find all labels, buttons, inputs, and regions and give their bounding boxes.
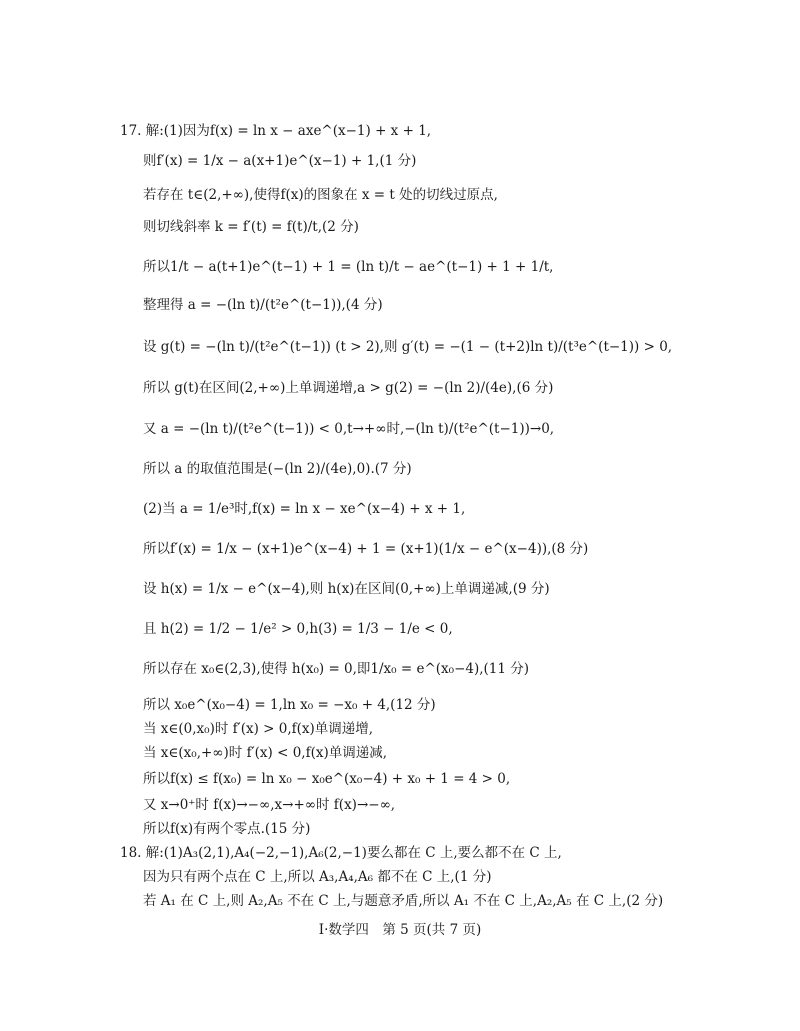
text-line: 所以1/t − a(t+1)e^(t−1) + 1 = (ln t)/t − ae^(t−1) + 1 + 1/t, (143, 259, 554, 275)
page-footer: Ⅰ·数学四 第 5 页(共 7 页) (318, 922, 482, 938)
text-line: 当 x∈(0,x₀)时 f′(x) > 0,f(x)单调递增, (143, 721, 374, 737)
text-line: 若 A₁ 在 C 上,则 A₂,A₅ 不在 C 上,与题意矛盾,所以 A₁ 不在 C 上,A₂,A₅ 在 C 上,(2 分) (143, 893, 664, 909)
text-line: 17. 解:(1)因为f(x) = ln x − axe^(x−1) + x + 1, (120, 123, 432, 139)
text-line: 18. 解:(1)A₃(2,1),A₄(−2,−1),A₆(2,−1)要么都在 C 上,要么都不在 C 上, (120, 845, 562, 861)
text-line: 且 h(2) = 1/2 − 1/e² > 0,h(3) = 1/3 − 1/e < 0, (143, 621, 453, 637)
text-line: 当 x∈(x₀,+∞)时 f′(x) < 0,f(x)单调递减, (143, 745, 388, 761)
text-line: 又 a = −(ln t)/(t²e^(t−1)) < 0,t→+∞时,−(ln t)/(t²e^(t−1))→0, (143, 421, 555, 437)
text-line: 设 h(x) = 1/x − e^(x−4),则 h(x)在区间(0,+∞)上单调递减,(9 分) (143, 581, 550, 597)
text-line: 则f′(x) = 1/x − a(x+1)e^(x−1) + 1,(1 分) (143, 153, 417, 169)
text-line: 所以f(x)有两个零点.(15 分) (143, 821, 311, 837)
text-line: 所以 x₀e^(x₀−4) = 1,ln x₀ = −x₀ + 4,(12 分) (143, 697, 436, 713)
text-line: 所以 g(t)在区间(2,+∞)上单调递增,a > g(2) = −(ln 2)/(4e),(6 分) (143, 380, 554, 396)
text-line: 又 x→0⁺时 f(x)→−∞,x→+∞时 f(x)→−∞, (143, 797, 396, 813)
text-line: 所以f(x) ≤ f(x₀) = ln x₀ − x₀e^(x₀−4) + x₀ + 1 = 4 > 0, (143, 771, 511, 787)
text-line: (2)当 a = 1/e³时,f(x) = ln x − xe^(x−4) + x + 1, (143, 501, 466, 517)
text-line: 因为只有两个点在 C 上,所以 A₃,A₄,A₆ 都不在 C 上,(1 分) (143, 869, 492, 885)
text-line: 整理得 a = −(ln t)/(t²e^(t−1)),(4 分) (143, 297, 383, 313)
text-line: 设 g(t) = −(ln t)/(t²e^(t−1)) (t > 2),则 g′(t) = −(1 − (t+2)ln t)/(t³e^(t−1)) > 0, (143, 339, 673, 355)
text-line: 若存在 t∈(2,+∞),使得f(x)的图象在 x = t 处的切线过原点, (143, 187, 498, 203)
text-line: 则切线斜率 k = f′(t) = f(t)/t,(2 分) (143, 219, 359, 235)
text-line: 所以存在 x₀∈(2,3),使得 h(x₀) = 0,即1/x₀ = e^(x₀−4),(11 分) (143, 661, 530, 677)
text-line: 所以 a 的取值范围是(−(ln 2)/(4e),0).(7 分) (143, 461, 412, 477)
text-line: 所以f′(x) = 1/x − (x+1)e^(x−4) + 1 = (x+1)(1/x − e^(x−4)),(8 分) (143, 541, 589, 557)
